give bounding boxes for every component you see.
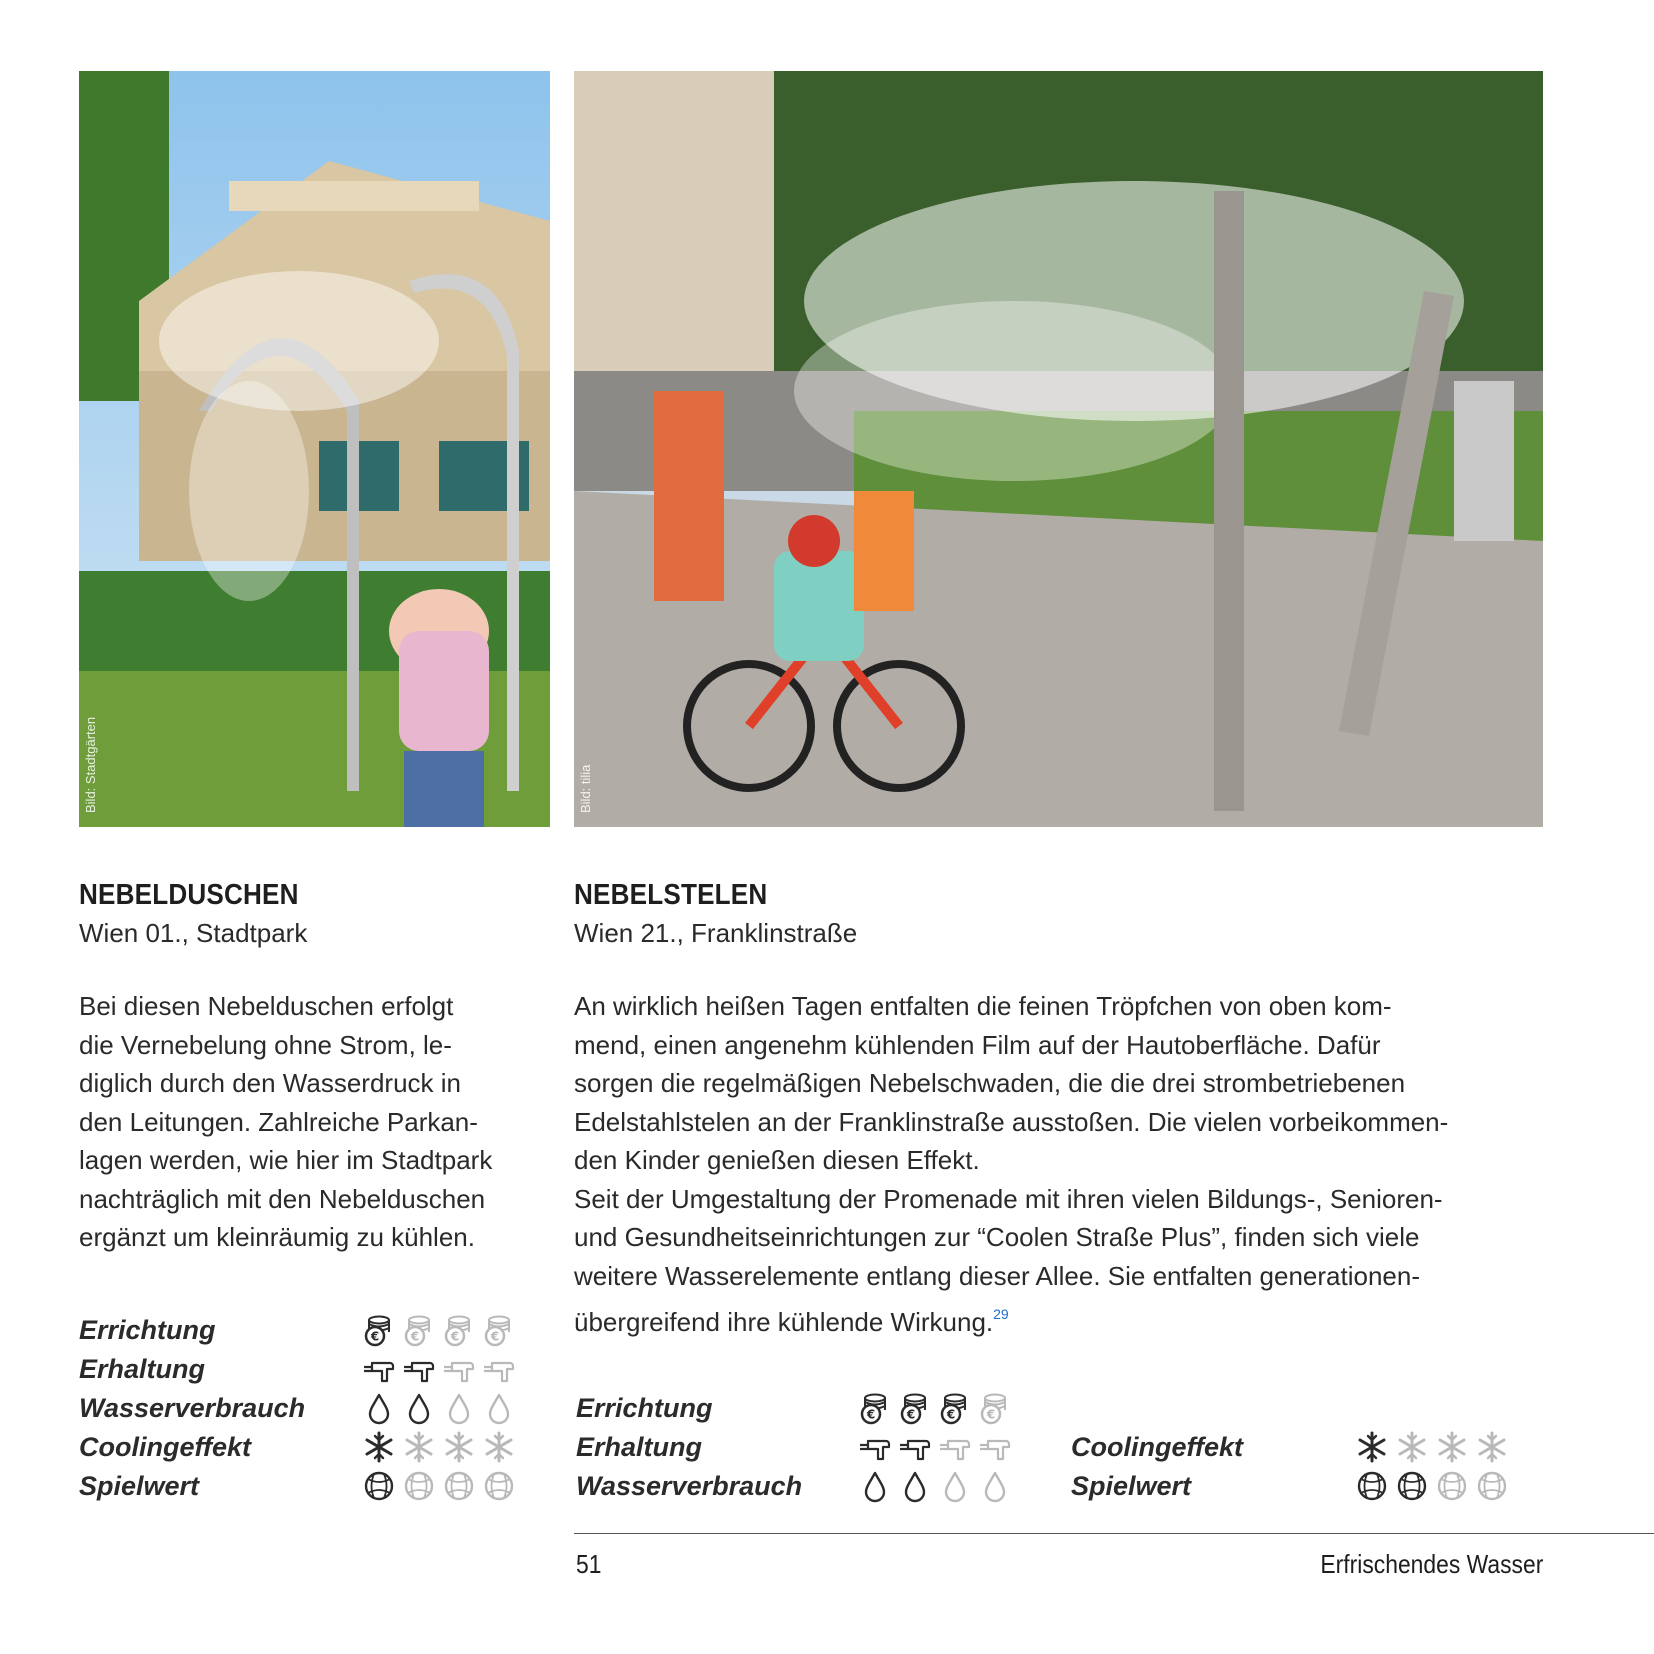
snowflake-icon: [1395, 1430, 1429, 1464]
rating-label: Coolingeffekt: [79, 1431, 252, 1462]
svg-text:€: €: [410, 1329, 420, 1344]
page-number: 51: [576, 1549, 602, 1579]
coin-stack-euro-icon: [858, 1391, 892, 1425]
water-drop-icon: [482, 1391, 516, 1425]
photo-credit-left: Bild: Stadtgärten: [83, 716, 98, 813]
photo-credit-right: Bild: tilia: [578, 764, 593, 813]
ball-icon: [402, 1469, 436, 1503]
water-drop-icon: [898, 1469, 932, 1503]
description-line: die Vernebelung ohne Strom, le-: [79, 1029, 452, 1060]
wrench-tool-icon: [402, 1352, 436, 1386]
snowflake-icon: [362, 1430, 396, 1464]
coin-stack-euro-icon: [978, 1391, 1012, 1425]
svg-text:€: €: [370, 1329, 380, 1344]
snowflake-icon: [1435, 1430, 1469, 1464]
ball-icon: [1395, 1469, 1429, 1503]
rating-icons: [858, 1391, 1012, 1425]
description-line: Edelstahlstelen an der Franklinstraße ausstoßen. Die vielen vorbeikommen-: [574, 1106, 1449, 1137]
rating-row-spielwert: [79, 1467, 199, 1505]
rating-row-erhaltung: [576, 1428, 702, 1466]
rating-icons: [1355, 1430, 1509, 1464]
rating-icons: [858, 1430, 1012, 1464]
snowflake-icon: [442, 1430, 476, 1464]
description-line: übergreifend ihre kühlende Wirkung.: [574, 1307, 994, 1337]
rating-row-errichtung: [576, 1389, 713, 1427]
coin-stack-euro-icon: [442, 1313, 476, 1347]
rating-icons: [362, 1469, 516, 1503]
svg-text:€: €: [450, 1329, 460, 1344]
water-drop-icon: [442, 1391, 476, 1425]
water-drop-icon: [362, 1391, 396, 1425]
location-subtitle: Wien 21., Franklinstraße: [574, 918, 858, 948]
snowflake-icon: [402, 1430, 436, 1464]
description-line: weitere Wasserelemente entlang dieser Allee. Sie entfalten generationen-: [574, 1260, 1420, 1291]
coin-stack-euro-icon: [362, 1313, 396, 1347]
description-line: ergänzt um kleinräumig zu kühlen.: [79, 1222, 475, 1252]
rating-icons: [362, 1313, 516, 1347]
photo-nebelstelen-franklinstrasse: [574, 71, 1543, 827]
wrench-tool-icon: [482, 1352, 516, 1386]
ball-icon: [1355, 1469, 1389, 1503]
section-title: NEBELSTELEN: [574, 879, 768, 911]
description-line: den Kinder genießen diesen Effekt.: [574, 1145, 980, 1175]
rating-label: Wasserverbrauch: [79, 1392, 306, 1423]
rating-label: Spielwert: [79, 1470, 200, 1501]
rating-row-wasserverbrauch: [79, 1389, 305, 1427]
rating-icons: [858, 1469, 1012, 1503]
rating-row-spielwert: [1071, 1467, 1191, 1505]
rating-label: Coolingeffekt: [1071, 1431, 1244, 1462]
description-line: diglich durch den Wasserdruck in: [79, 1068, 461, 1098]
rating-label: Wasserverbrauch: [576, 1470, 803, 1501]
wrench-tool-icon: [858, 1430, 892, 1464]
rating-icons: [1355, 1469, 1509, 1503]
water-drop-icon: [978, 1469, 1012, 1503]
svg-text:€: €: [866, 1407, 876, 1422]
nebelstelen-section: [574, 875, 1534, 1342]
rating-icons: [362, 1430, 516, 1464]
rating-label: Errichtung: [79, 1314, 216, 1345]
franklinstrasse-mist-pillars-photo: [574, 71, 1543, 827]
description-line: Bei diesen Nebelduschen erfolgt: [79, 991, 454, 1021]
ball-icon: [1475, 1469, 1509, 1503]
footnote-marker[interactable]: 29: [993, 1306, 1009, 1322]
rating-label: Spielwert: [1071, 1470, 1192, 1501]
description-line: mend, einen angenehm kühlenden Film auf der Hautoberfläche. Dafür: [574, 1029, 1381, 1060]
description: [574, 987, 1534, 1342]
snowflake-icon: [1475, 1430, 1509, 1464]
rating-row-errichtung: [79, 1311, 216, 1349]
wrench-tool-icon: [978, 1430, 1012, 1464]
nebelduschen-section: [79, 875, 549, 1257]
wrench-tool-icon: [898, 1430, 932, 1464]
chapter-title: Erfrischendes Wasser: [1320, 1549, 1543, 1579]
stadtpark-mist-shower-photo: [79, 71, 550, 827]
wrench-tool-icon: [362, 1352, 396, 1386]
coin-stack-euro-icon: [402, 1313, 436, 1347]
rating-label: Erhaltung: [79, 1353, 205, 1384]
ball-icon: [362, 1469, 396, 1503]
location-subtitle: Wien 01., Stadtpark: [79, 918, 308, 948]
coin-stack-euro-icon: [898, 1391, 932, 1425]
description-line: lagen werden, wie hier im Stadtpark: [79, 1145, 493, 1175]
footer-divider: [574, 1533, 1654, 1534]
description-line: und Gesundheitseinrichtungen zur “Coolen Straße Plus”, finden sich viele: [574, 1222, 1420, 1252]
ball-icon: [482, 1469, 516, 1503]
snowflake-icon: [1355, 1430, 1389, 1464]
rating-row-coolingeffekt: [1071, 1428, 1243, 1466]
description: [79, 987, 549, 1257]
rating-label: Errichtung: [576, 1392, 713, 1423]
description-line: den Leitungen. Zahlreiche Parkan-: [79, 1106, 478, 1137]
rating-row-wasserverbrauch: [576, 1467, 802, 1505]
coin-stack-euro-icon: [482, 1313, 516, 1347]
ball-icon: [1435, 1469, 1469, 1503]
description-line: Seit der Umgestaltung der Promenade mit ihren vielen Bildungs-, Senioren-: [574, 1183, 1443, 1214]
wrench-tool-icon: [938, 1430, 972, 1464]
description-line: nachträglich mit den Nebelduschen: [79, 1183, 486, 1214]
rating-label: Erhaltung: [576, 1431, 702, 1462]
svg-text:€: €: [906, 1407, 916, 1422]
rating-icons: [362, 1391, 516, 1425]
photo-nebelduschen-stadtpark: [79, 71, 550, 827]
description-line-last: [574, 1295, 1534, 1342]
wrench-tool-icon: [442, 1352, 476, 1386]
water-drop-icon: [938, 1469, 972, 1503]
rating-icons: [362, 1352, 516, 1386]
svg-text:€: €: [986, 1407, 996, 1422]
water-drop-icon: [858, 1469, 892, 1503]
snowflake-icon: [482, 1430, 516, 1464]
rating-row-coolingeffekt: [79, 1428, 251, 1466]
svg-text:€: €: [946, 1407, 956, 1422]
description-line: sorgen die regelmäßigen Nebelschwaden, die die drei strombetriebenen: [574, 1068, 1406, 1098]
coin-stack-euro-icon: [938, 1391, 972, 1425]
svg-text:€: €: [490, 1329, 500, 1344]
rating-row-erhaltung: [79, 1350, 205, 1388]
water-drop-icon: [402, 1391, 436, 1425]
description-line: An wirklich heißen Tagen entfalten die feinen Tröpfchen von oben kom-: [574, 991, 1392, 1021]
ball-icon: [442, 1469, 476, 1503]
section-title: NEBELDUSCHEN: [79, 879, 299, 911]
